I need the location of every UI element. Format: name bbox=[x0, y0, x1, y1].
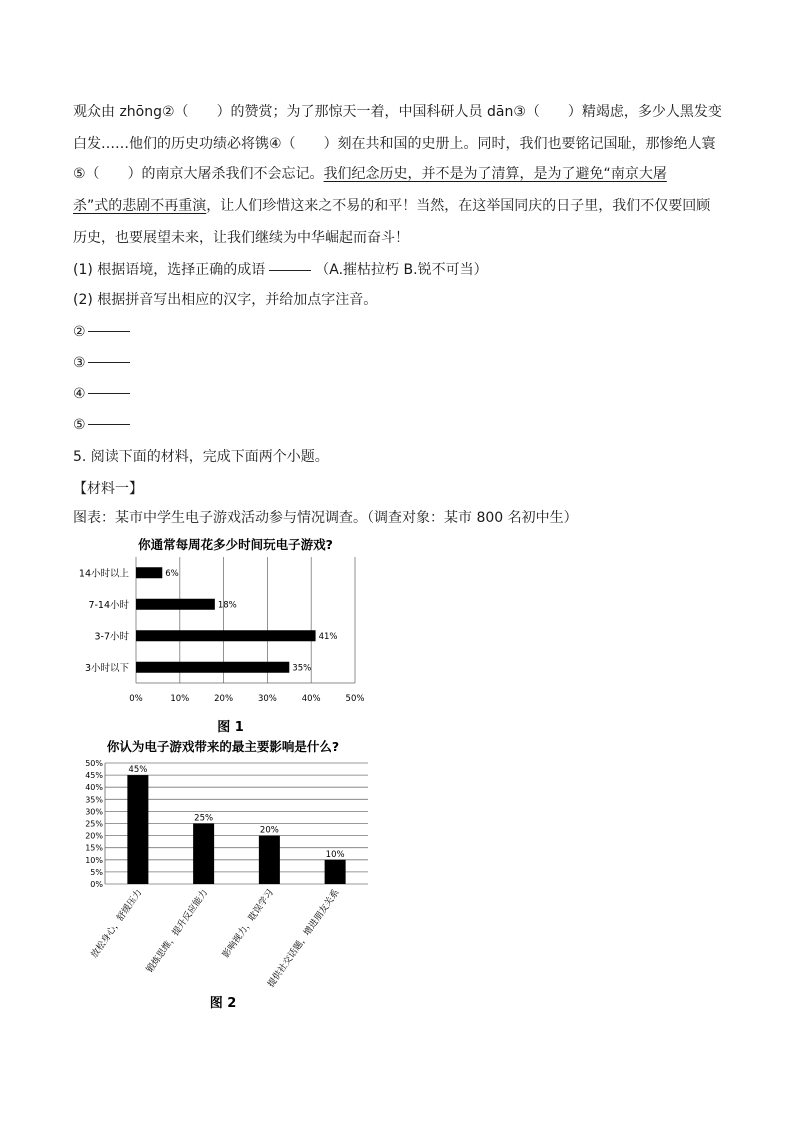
chart-2-caption: 图 2 bbox=[209, 996, 237, 1011]
answer-label: ③ bbox=[73, 355, 86, 371]
chart-caption: 图表：某市中学生电子游戏活动参与情况调查。（调查对象：某市 800 名初中生） bbox=[73, 510, 578, 526]
chart-2-value-label: 20% bbox=[259, 825, 279, 836]
passage-text: ）的南京大屠杀我们不会忘记。 bbox=[127, 166, 324, 182]
chart-1-bar bbox=[136, 662, 289, 673]
chart-2-value-label: 10% bbox=[325, 849, 345, 860]
chart-2-tick-label: 35% bbox=[85, 795, 103, 805]
chart-1-bar bbox=[136, 567, 162, 578]
chart-2-bar bbox=[325, 860, 346, 884]
chart-1-category-label: 14小时以上 bbox=[78, 568, 129, 580]
answer-blank[interactable] bbox=[269, 269, 311, 271]
chart-2-tick-label: 50% bbox=[85, 759, 103, 768]
chart-1-bar bbox=[136, 630, 316, 641]
answer-line-2 bbox=[73, 322, 130, 342]
chart-2-tick-label: 30% bbox=[85, 807, 103, 817]
answer-line-3 bbox=[73, 353, 130, 373]
chart-2-tick-label: 20% bbox=[85, 831, 103, 841]
answer-blank[interactable] bbox=[88, 392, 130, 394]
chart-1-tick-label: 20% bbox=[214, 694, 234, 704]
passage-text: ）刻在共和国的史册上。同时，我们也要铭记国耻，那惨绝人寰 bbox=[323, 136, 716, 152]
answer-label: ④ bbox=[73, 386, 86, 402]
passage-text: 观众由 zhōng②（ bbox=[73, 104, 189, 120]
question-5: 5. 阅读下面的材料，完成下面两个小题。 bbox=[73, 449, 329, 465]
chart-2-bar bbox=[193, 824, 214, 885]
chart-2-tick-label: 45% bbox=[85, 771, 103, 781]
chart-1-value-label: 35% bbox=[292, 663, 312, 674]
chart-1-tick-label: 10% bbox=[170, 694, 190, 704]
answer-blank[interactable] bbox=[88, 361, 130, 363]
passage-line-1 bbox=[73, 102, 722, 122]
chart-2-bar bbox=[127, 775, 148, 884]
chart-2-tick-label: 40% bbox=[85, 783, 103, 793]
chart-2-tick-label: 0% bbox=[90, 880, 103, 889]
chart-2 bbox=[73, 737, 373, 1012]
passage-line-3 bbox=[73, 164, 667, 184]
chart-1-value-label: 6% bbox=[165, 568, 179, 579]
chart-2-category-label: 提供社交话题，增进朋友关系 bbox=[266, 887, 342, 990]
chart-1-category-label: 3-7小时 bbox=[94, 631, 129, 643]
passage-text: ）的赞赏；为了那惊天一着，中国科研人员 dān③（ bbox=[216, 104, 540, 120]
chart-1-category-label: 7-14小时 bbox=[88, 599, 129, 611]
chart-2-tick-label: 15% bbox=[85, 843, 103, 853]
answer-line-5 bbox=[73, 415, 130, 435]
chart-1-title: 你通常每周花多少时间玩电子游戏? bbox=[138, 537, 333, 552]
question-2: (2) 根据拼音写出相应的汉字，并给加点字注音。 bbox=[73, 292, 378, 308]
chart-1-tick-label: 40% bbox=[301, 694, 321, 704]
chart-2-tick-label: 5% bbox=[90, 867, 103, 877]
answer-line-4 bbox=[73, 384, 130, 404]
answer-label: ② bbox=[73, 324, 86, 340]
question-1-text: (1) 根据语境，选择正确的成语 bbox=[73, 262, 266, 278]
material-heading: 【材料一】 bbox=[73, 481, 143, 497]
underlined-sentence: 杀”式的悲剧不再重演 bbox=[73, 198, 207, 214]
chart-2-category-label: 锻炼思维，提升反应能力 bbox=[145, 887, 211, 975]
chart-2-category-label: 影响视力，耽误学习 bbox=[221, 887, 276, 961]
chart-1 bbox=[73, 535, 368, 740]
chart-2-bar bbox=[259, 836, 280, 884]
passage-text: ，让人们珍惜这来之不易的和平！当然，在这举国同庆的日子里，我们不仅要回顾 bbox=[206, 198, 711, 214]
chart-2-title: 你认为电子游戏带来的最主要影响是什么? bbox=[106, 739, 340, 754]
chart-1-caption: 图 1 bbox=[217, 720, 244, 735]
chart-1-bar bbox=[136, 599, 215, 610]
passage-line-5 bbox=[73, 228, 409, 248]
chart-2-tick-label: 25% bbox=[85, 819, 103, 829]
answer-label: ⑤ bbox=[73, 417, 86, 433]
passage-line-2 bbox=[73, 134, 716, 154]
chart-1-value-label: 41% bbox=[318, 631, 338, 642]
chart-1-category-label: 3小时以下 bbox=[84, 662, 129, 674]
chart-1-value-label: 18% bbox=[217, 600, 237, 611]
underlined-sentence: 我们纪念历史，并不是为了清算，是为了避免“南京大屠 bbox=[323, 166, 667, 182]
chart-1-tick-label: 50% bbox=[345, 694, 365, 704]
passage-line-4 bbox=[73, 196, 710, 216]
chart-2-value-label: 45% bbox=[128, 765, 148, 776]
chart-1-tick-label: 0% bbox=[129, 694, 143, 704]
answer-blank[interactable] bbox=[88, 330, 130, 332]
chart-2-category-label: 放松身心，舒缓压力 bbox=[89, 887, 145, 961]
answer-blank[interactable] bbox=[88, 423, 130, 425]
question-1-options: （A.摧枯拉朽 B.锐不可当） bbox=[315, 262, 488, 278]
chart-2-tick-label: 10% bbox=[85, 855, 103, 865]
passage-text: ⑤（ bbox=[73, 166, 100, 182]
question-1 bbox=[73, 260, 488, 280]
chart-2-value-label: 25% bbox=[194, 813, 214, 824]
passage-text: 白发……他们的历史功绩必将镌④（ bbox=[73, 136, 296, 152]
passage-text: ）精竭虑，多少人黑发变 bbox=[567, 104, 722, 120]
passage-text: 历史，也要展望未来，让我们继续为中华崛起而奋斗！ bbox=[73, 230, 409, 246]
chart-1-tick-label: 30% bbox=[257, 694, 277, 704]
